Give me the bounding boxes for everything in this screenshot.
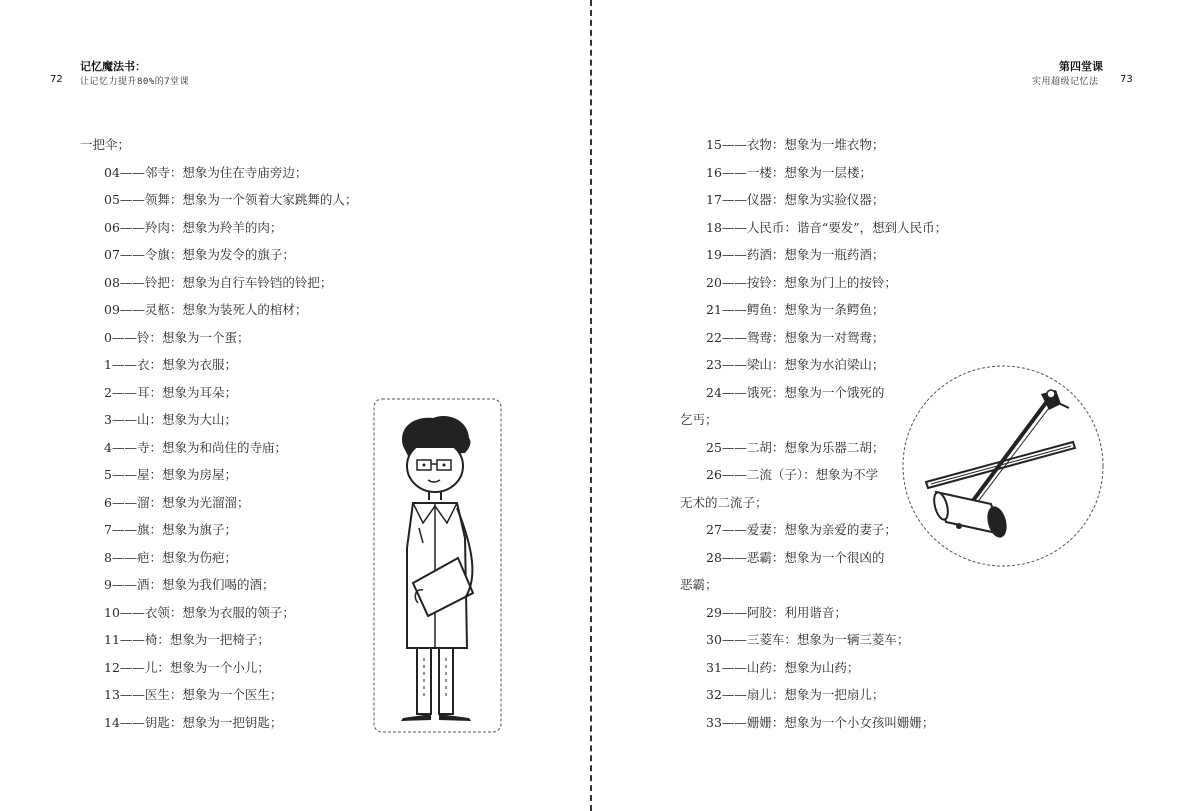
man-with-glasses-holding-folder-icon xyxy=(373,398,503,734)
text-line: 29——阿胶：利用谐音； xyxy=(706,604,847,620)
text-line: 05——领舞：想象为一个领着大家跳舞的人； xyxy=(104,192,358,207)
text-line: 31——山药：想象为山药； xyxy=(706,659,860,675)
text-line: 5——屋：想象为房屋； xyxy=(104,467,237,482)
right-header-title: 第四堂课 xyxy=(1059,60,1103,73)
text-line: 33——姗姗：想象为一个小女孩叫姗姗； xyxy=(706,714,935,730)
text-line: 7——旗：想象为旗子； xyxy=(104,522,237,537)
right-page-number: 73 xyxy=(1120,74,1133,85)
text-line: 23——梁山：想象为水泊梁山； xyxy=(706,357,885,372)
text-line: 4——寺：想象为和尚住的寺庙； xyxy=(104,439,287,455)
text-line: 27——爱妻：想象为亲爱的妻子； xyxy=(706,522,897,537)
text-line: 22——鸳鸯：想象为一对鸳鸯； xyxy=(706,329,885,345)
text-line: 9——酒：想象为我们喝的酒； xyxy=(104,577,275,592)
text-line: 10——衣领：想象为衣服的领子； xyxy=(104,604,295,620)
text-line: 06——羚肉：想象为羚羊的肉； xyxy=(104,219,283,235)
text-line: 16——一楼：想象为一层楼； xyxy=(706,164,872,180)
right-header-subtitle: 实用超级记忆法 xyxy=(1032,77,1099,87)
text-line: 8——疤：想象为伤疤； xyxy=(104,549,237,565)
text-line: 18——人民币：谐音“要发”，想到人民币； xyxy=(706,219,948,235)
text-line: 32——扇儿：想象为一把扇儿； xyxy=(706,687,885,702)
text-line: 14——钥匙：想象为一把钥匙； xyxy=(104,714,283,730)
left-header-title: 记忆魔法书： xyxy=(80,60,146,73)
text-line: 1——衣：想象为衣服； xyxy=(104,357,237,372)
text-line: 20——按铃：想象为门上的按铃； xyxy=(706,274,897,290)
text-line: 13——医生：想象为一个医生； xyxy=(104,687,283,702)
text-line: 04——邻寺：想象为住在寺庙旁边； xyxy=(104,164,308,180)
erhu-icon xyxy=(901,364,1106,569)
text-line: 24——饿死：想象为一个饿死的 xyxy=(706,384,885,400)
text-line: 0——铃：想象为一个蛋； xyxy=(104,329,250,345)
text-line: 26——二流（子）：想象为不学 xyxy=(706,467,879,482)
text-line: 一把伞； xyxy=(80,137,131,152)
text-line: 19——药酒：想象为一瓶药酒； xyxy=(706,247,885,262)
text-line: 恶霸； xyxy=(680,577,718,592)
text-line: 12——儿：想象为一个小儿； xyxy=(104,659,270,675)
text-line: 21——鳄鱼：想象为一条鳄鱼； xyxy=(706,302,885,317)
right-page xyxy=(592,0,1179,811)
text-line: 17——仪器：想象为实验仪器； xyxy=(706,192,885,207)
text-line: 2——耳：想象为耳朵； xyxy=(104,384,237,400)
text-line: 11——椅：想象为一把椅子； xyxy=(104,632,270,647)
left-header-subtitle: 让记忆力提升80%的7堂课 xyxy=(80,77,190,87)
text-line: 25——二胡：想象为乐器二胡； xyxy=(706,439,885,455)
text-line: 09——灵柩：想象为装死人的棺材； xyxy=(104,302,308,317)
text-line: 28——恶霸：想象为一个很凶的 xyxy=(706,549,885,565)
text-line: 6——溜：想象为光溜溜； xyxy=(104,494,250,510)
text-line: 08——铃把：想象为自行车铃铛的铃把； xyxy=(104,274,333,290)
left-page-number: 72 xyxy=(50,74,63,85)
text-line: 30——三菱车：想象为一辆三菱车； xyxy=(706,632,910,647)
text-line: 07——令旗：想象为发令的旗子； xyxy=(104,247,295,262)
text-line: 15——衣物：想象为一堆衣物； xyxy=(706,137,885,152)
text-line: 无术的二流子； xyxy=(680,494,768,510)
text-line: 乞丐； xyxy=(680,412,718,427)
text-line: 3——山：想象为大山； xyxy=(104,412,237,427)
